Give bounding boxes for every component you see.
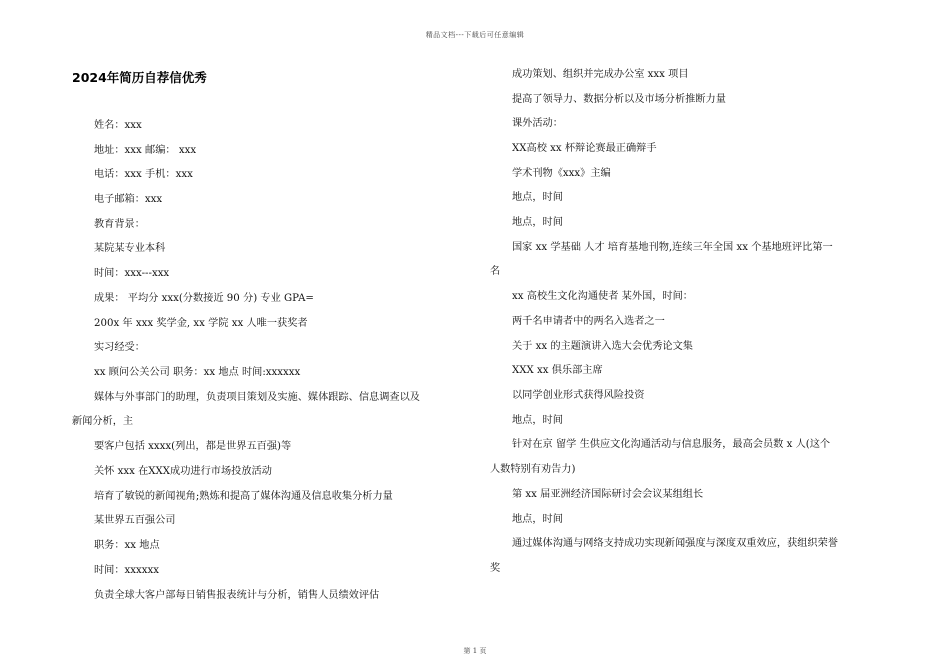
text-line: 针对在京 留学 生供应文化沟通活动与信息服务，最高会员数 x 人(这个 [512,439,831,450]
text-line: 地点，时间 [512,217,563,228]
text-line: 地点，时间 [512,415,563,426]
text-line: 提高了领导力、数据分析以及市场分析推断力量 [512,94,726,105]
text-line: 职务：xx 地点 [94,540,160,551]
text-line: 时间：xxxxxx [94,565,160,576]
text-line: 地点，时间 [512,192,563,203]
page-number: 第 1 页 [463,647,487,655]
text-line: 通过媒体沟通与网络支持成功实现新闻强度与深度双重效应，获组织荣誉 [512,538,838,549]
text-line: 地址：xxx 邮编： xxx [94,145,197,156]
text-line: 课外活动： [512,118,563,129]
text-line: 奖 [490,563,501,574]
text-line: XX高校 xx 杯辩论赛最正确辩手 [512,143,657,154]
text-line: 国家 xx 学基础 人才 培育基地刊物,连续三年全国 xx 个基地班评比第一 [512,242,833,253]
text-line: 关怀 xxx 在XXX成功进行市场投放活动 [94,466,272,477]
text-line: 教育背景： [94,219,145,230]
text-line: 时间：xxx---xxx [94,268,170,279]
text-line: 培育了敏锐的新闻视角;熟炼和提高了媒体沟通及信息收集分析力量 [94,491,393,502]
text-line: 电话：xxx 手机：xxx [94,169,193,180]
text-line: xx 顾问公关公司 职务：xx 地点 时间:xxxxxx [94,367,301,378]
text-line: 以同学创业形式获得风险投资 [512,390,645,401]
text-line: 实习经受： [94,342,145,353]
text-line: 第 xx 届亚洲经济国际研讨会会议某组组长 [512,489,704,500]
text-line: 姓名：xxx [94,120,142,131]
text-line: 关于 xx 的主题演讲入选大会优秀论文集 [512,341,693,352]
text-line: 电子邮箱：xxx [94,194,163,205]
text-line: 某院某专业本科 [94,243,166,254]
text-line: xx 高校生文化沟通使者 某外国，时间： [512,291,693,302]
text-line: 新闻分析，主 [72,416,134,427]
text-line: 要客户包括 xxxx(列出，都是世界五百强)等 [94,441,292,452]
text-line: XXX xx 俱乐部主席 [512,365,603,376]
page-header: 精品文档---下载后可任意编辑 [425,31,525,39]
text-line: 成功策划、组织并完成办公室 xxx 项目 [512,69,689,80]
text-line: 名 [490,266,501,277]
text-line: 媒体与外事部门的助理，负责项目策划及实施、媒体跟踪、信息调查以及 [94,392,420,403]
text-line: 某世界五百强公司 [94,515,176,526]
text-line: 地点，时间 [512,514,563,525]
text-line: 200x 年 xxx 奖学金, xx 学院 xx 人唯一获奖者 [94,318,308,329]
text-line: 两千名申请者中的两名入选者之一 [512,316,665,327]
document-title: 2024年简历自荐信优秀 [72,70,207,85]
text-line: 人数特别有劝告力) [490,464,576,475]
text-line: 学术刊物《xxx》主编 [512,168,611,179]
text-line: 成果： 平均分 xxx(分数接近 90 分) 专业 GPA= [94,293,314,304]
text-line: 负责全球大客户部每日销售报表统计与分析，销售人员绩效评估 [94,590,380,601]
